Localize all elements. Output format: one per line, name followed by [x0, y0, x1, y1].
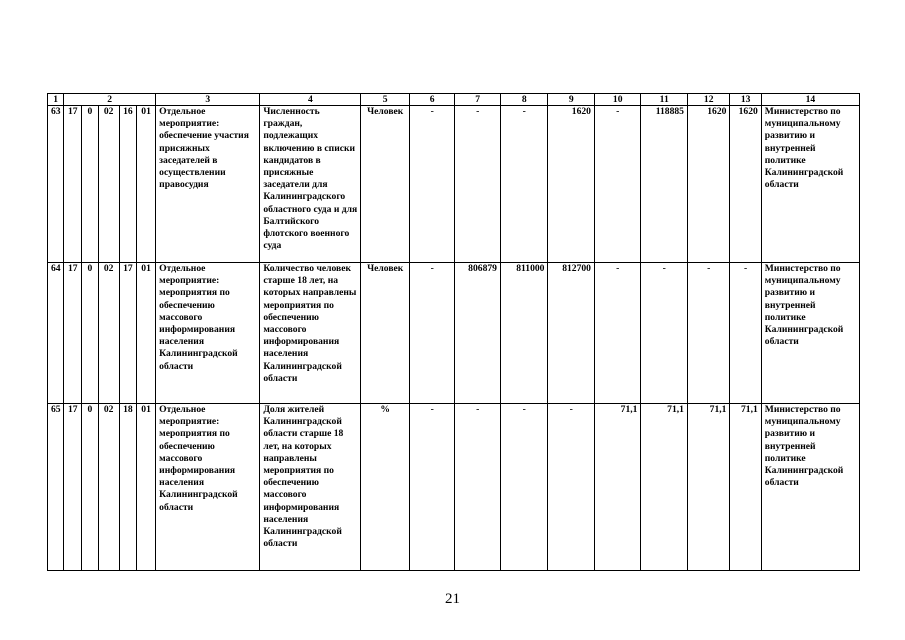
value-col10: -	[594, 263, 641, 404]
value-col11: 118885	[641, 106, 688, 263]
value-col6: -	[409, 263, 455, 404]
header-cell: 8	[500, 94, 548, 106]
table-row	[48, 263, 860, 404]
table-row	[48, 404, 860, 571]
value-col7: 806879	[455, 263, 501, 404]
unit: %	[361, 404, 410, 571]
value-col7: -	[455, 106, 501, 263]
value-col8: 811000	[500, 263, 548, 404]
header-row	[48, 94, 860, 106]
executor: Министерство по муниципальному развитию и внутренней политике Калининградской области	[761, 404, 859, 571]
row-number: 63	[48, 106, 64, 263]
value-col6: -	[409, 106, 455, 263]
header-cell: 2	[64, 94, 156, 106]
data-table	[47, 93, 860, 571]
code-program: 17	[64, 263, 82, 404]
indicator-name: Количество человек старше 18 лет, на которых направлены мероприятия по обеспечению массового информирования населения Калининградской области	[260, 263, 361, 404]
value-col11: 71,1	[641, 404, 688, 571]
header-cell: 14	[761, 94, 859, 106]
table-row	[48, 106, 860, 263]
code-subprogram: 0	[82, 404, 98, 571]
code-program: 17	[64, 106, 82, 263]
value-col13: 71,1	[730, 404, 761, 571]
value-col7: -	[455, 404, 501, 571]
event-name: Отдельное мероприятие: обеспечение участия присяжных заседателей в осуществлении правосудия	[156, 106, 260, 263]
code-indicator: 01	[136, 404, 155, 571]
indicator-name: Численность граждан, подлежащих включению в списки кандидатов в присяжные заседатели для Калининградского областного суда и для Балтийского флотского военного суда	[260, 106, 361, 263]
header-cell: 13	[730, 94, 761, 106]
header-cell: 12	[687, 94, 729, 106]
value-col13: -	[730, 263, 761, 404]
executor: Министерство по муниципальному развитию и внутренней политике Калининградской области	[761, 263, 859, 404]
header-cell: 4	[260, 94, 361, 106]
page-number: 21	[445, 591, 460, 607]
value-col12: 1620	[687, 106, 729, 263]
code-subprogram: 0	[82, 106, 98, 263]
header-cell: 10	[594, 94, 641, 106]
event-name: Отдельное мероприятие: мероприятия по обеспечению массового информирования населения Калининградской области	[156, 263, 260, 404]
value-col9: -	[548, 404, 595, 571]
code-task: 02	[98, 106, 119, 263]
unit: Человек	[361, 263, 410, 404]
unit: Человек	[361, 106, 410, 263]
value-col8: -	[500, 106, 548, 263]
header-cell: 1	[48, 94, 64, 106]
header-cell: 9	[548, 94, 595, 106]
value-col9: 1620	[548, 106, 595, 263]
value-col9: 812700	[548, 263, 595, 404]
code-event: 18	[119, 404, 136, 571]
event-name: Отдельное мероприятие: мероприятия по обеспечению массового информирования населения Калининградской области	[156, 404, 260, 571]
value-col11: -	[641, 263, 688, 404]
row-number: 65	[48, 404, 64, 571]
value-col10: -	[594, 106, 641, 263]
value-col12: 71,1	[687, 404, 729, 571]
value-col8: -	[500, 404, 548, 571]
value-col12: -	[687, 263, 729, 404]
code-subprogram: 0	[82, 263, 98, 404]
value-col10: 71,1	[594, 404, 641, 571]
value-col13: 1620	[730, 106, 761, 263]
header-cell: 5	[361, 94, 410, 106]
code-task: 02	[98, 404, 119, 571]
row-number: 64	[48, 263, 64, 404]
code-indicator: 01	[136, 106, 155, 263]
code-program: 17	[64, 404, 82, 571]
executor: Министерство по муниципальному развитию и внутренней политике Калининградской области	[761, 106, 859, 263]
header-cell: 6	[409, 94, 455, 106]
value-col6: -	[409, 404, 455, 571]
code-indicator: 01	[136, 263, 155, 404]
header-cell: 11	[641, 94, 688, 106]
header-cell: 7	[455, 94, 501, 106]
code-event: 17	[119, 263, 136, 404]
code-event: 16	[119, 106, 136, 263]
header-cell: 3	[156, 94, 260, 106]
code-task: 02	[98, 263, 119, 404]
indicator-name: Доля жителей Калининградской области старше 18 лет, на которых направлены мероприятия по обеспечению массового информирования населения Калининградской области	[260, 404, 361, 571]
